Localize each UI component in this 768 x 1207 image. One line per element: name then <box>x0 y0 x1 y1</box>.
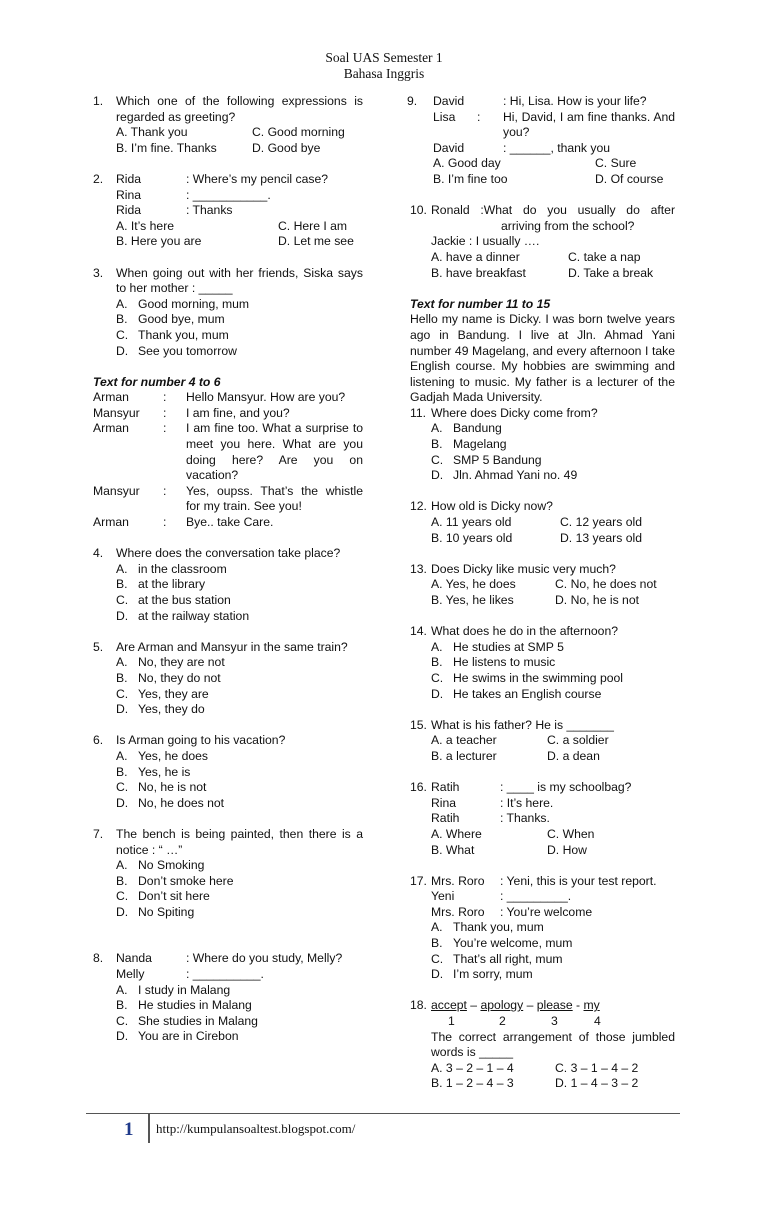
option-c: C. 3 – 1 – 4 – 2 <box>555 1060 639 1075</box>
option-c: No, he is not <box>138 780 207 795</box>
question-text: The bench is being painted, then there is a notice : “ …” <box>116 826 363 857</box>
option-d: D. Let me see <box>278 234 354 249</box>
question-number: 1. <box>93 94 104 108</box>
dialog-text <box>93 390 363 530</box>
line: Hello Mansyur. How are you? <box>186 390 346 405</box>
speaker: Rina <box>431 795 457 810</box>
speaker: Ratih <box>431 811 460 826</box>
word-3: please <box>536 998 573 1013</box>
option-d: See you tomorrow <box>138 343 237 358</box>
speaker: David <box>433 140 465 155</box>
option-b: B. have breakfast <box>431 265 526 280</box>
footer-url[interactable]: http://kumpulansoaltest.blogspot.com/ <box>156 1121 356 1136</box>
option-d: D. a dean <box>547 748 600 763</box>
option-a: No, they are not <box>138 655 225 670</box>
option-c: C. 12 years old <box>560 515 642 530</box>
word-2: apology <box>480 998 524 1013</box>
option-a: A. 3 – 2 – 1 – 4 <box>431 1060 514 1075</box>
page-header <box>0 50 768 82</box>
option-d: D. Take a break <box>568 265 654 280</box>
question-15 <box>410 718 675 765</box>
option-b: No, they do not <box>138 670 221 685</box>
speaker: Arman <box>93 390 129 405</box>
option-a: A. Yes, he does <box>431 577 516 592</box>
footer-separator <box>148 1113 150 1143</box>
option-c: C. a soldier <box>547 733 609 748</box>
option-letter: D. <box>431 468 444 483</box>
option-d: D. Good bye <box>252 140 321 155</box>
option-letter: D. <box>116 795 129 810</box>
option-d: D. Of course <box>595 171 664 186</box>
option-letter: C. <box>116 593 129 607</box>
option-letter: B. <box>431 655 443 670</box>
colon: : <box>163 421 167 436</box>
option-c: Don’t sit here <box>138 889 210 904</box>
option-b: B. 1 – 2 – 4 – 3 <box>431 1076 514 1091</box>
option-d: D. How <box>547 842 587 857</box>
option-letter: C. <box>116 686 129 701</box>
option-b: B. 10 years old <box>431 530 513 545</box>
option-letter: D. <box>116 608 129 623</box>
footer-divider <box>86 1113 680 1114</box>
line: : __________. <box>186 967 264 982</box>
question-text: How old is Dicky now? <box>431 499 553 514</box>
line: Bye.. take Care. <box>186 515 274 530</box>
speaker: Nanda <box>116 951 152 966</box>
question-5 <box>93 640 363 718</box>
option-letter: A. <box>431 639 443 654</box>
header-title: Soal UAS Semester 1 <box>325 50 443 65</box>
option-d: No Spiting <box>138 904 195 919</box>
option-d: Jln. Ahmad Yani no. 49 <box>453 468 578 483</box>
number-1: 1 <box>448 1014 455 1029</box>
line: : ___________. <box>186 187 271 202</box>
number-3: 3 <box>551 1014 558 1029</box>
option-letter: B. <box>116 998 128 1013</box>
option-a: Bandung <box>453 421 502 436</box>
option-c: C. Sure <box>595 156 637 171</box>
option-c: at the bus station <box>138 593 231 607</box>
option-d: D. 13 years old <box>560 530 642 545</box>
speaker: David <box>433 94 465 108</box>
question-6 <box>93 733 363 811</box>
question-17 <box>410 874 675 983</box>
option-letter: D. <box>431 686 444 701</box>
section-heading: Text for number 11 to 15 <box>410 296 551 311</box>
line: : Hi, Lisa. How is your life? <box>503 94 647 108</box>
option-c: Thank you, mum <box>138 327 229 342</box>
option-b: He listens to music <box>453 655 556 670</box>
speaker: Mansyur <box>93 483 140 498</box>
question-2 <box>93 172 363 250</box>
question-number: 13. <box>410 561 427 576</box>
question-number: 8. <box>93 951 104 966</box>
question-11 <box>410 406 675 484</box>
option-letter: B. <box>116 312 128 327</box>
option-a: A. 11 years old <box>431 515 512 530</box>
question-text: Where does Dicky come from? <box>431 405 598 420</box>
option-b: Good bye, mum <box>138 312 225 327</box>
colon: : <box>477 109 481 124</box>
line: : Thanks. <box>500 811 550 826</box>
question-number: 6. <box>93 733 104 748</box>
speaker: Mrs. Roro <box>431 904 485 919</box>
question-text: When going out with her friends, Siska says to her mother : _____ <box>116 265 363 296</box>
option-letter: B. <box>116 764 128 779</box>
number-2: 2 <box>499 1014 506 1029</box>
question-7 <box>93 827 363 921</box>
separator: – <box>523 998 537 1013</box>
option-a: A. It’s here <box>116 218 175 233</box>
question-text: Ronald :What do you usually do after <box>431 203 675 218</box>
question-10 <box>410 203 675 281</box>
option-c: She studies in Malang <box>138 1013 258 1028</box>
question-text: Where does the conversation take place? <box>116 546 341 561</box>
question-4 <box>93 546 363 624</box>
option-letter: D. <box>116 343 129 358</box>
question-text: Are Arman and Mansyur in the same train? <box>116 639 348 654</box>
option-letter: C. <box>116 889 129 904</box>
separator: – <box>466 998 481 1013</box>
question-text-cont: arriving from the school? <box>501 218 635 233</box>
option-b: Don’t smoke here <box>138 873 234 888</box>
page-number: 1 <box>124 1119 134 1140</box>
question-text: Is Arman going to his vacation? <box>116 733 286 748</box>
option-letter: C. <box>116 780 129 795</box>
option-b: B. I’m fine too <box>433 171 508 186</box>
colon: : <box>163 515 167 530</box>
option-a: Good morning, mum <box>138 296 250 311</box>
line: : It’s here. <box>500 795 554 810</box>
option-b: B. Yes, he likes <box>431 593 514 607</box>
question-number: 18. <box>410 998 427 1013</box>
question-number: 14. <box>410 624 427 639</box>
question-number: 12. <box>410 499 427 514</box>
option-b: B. What <box>431 842 475 857</box>
question-text: Does Dicky like music very much? <box>431 561 616 576</box>
option-b: B. a lecturer <box>431 748 497 763</box>
question-number: 15. <box>410 717 427 732</box>
option-c: That’s all right, mum <box>453 951 563 966</box>
option-letter: A. <box>431 421 443 436</box>
question-number: 17. <box>410 873 427 888</box>
option-b: You’re welcome, mum <box>453 936 573 951</box>
option-a: He studies at SMP 5 <box>453 639 564 654</box>
option-letter: C. <box>431 951 444 966</box>
option-letter: C. <box>116 327 129 342</box>
option-a: A. have a dinner <box>431 249 520 264</box>
line: : _________. <box>500 889 572 904</box>
colon: : <box>163 405 167 420</box>
line: : Where’s my pencil case? <box>186 171 329 186</box>
option-d: Yes, they do <box>138 702 205 717</box>
option-a: A. Where <box>431 826 482 841</box>
speaker: Arman <box>93 421 129 436</box>
option-a: A. a teacher <box>431 733 497 748</box>
question-number: 4. <box>93 546 104 561</box>
left-column <box>93 94 363 1061</box>
line: : Thanks <box>186 203 233 218</box>
number-4: 4 <box>594 1014 601 1029</box>
speaker: Mansyur <box>93 405 140 420</box>
option-d: No, he does not <box>138 795 225 810</box>
option-a: I study in Malang <box>138 982 231 997</box>
option-letter: A. <box>116 748 128 763</box>
line: : ____ is my schoolbag? <box>500 780 632 795</box>
question-18 <box>410 998 675 1092</box>
option-a: No Smoking <box>138 858 205 873</box>
option-b: He studies in Malang <box>138 998 252 1013</box>
line: : Yeni, this is your test report. <box>500 873 657 888</box>
speaker: Rida <box>116 203 142 218</box>
option-letter: C. <box>431 670 444 685</box>
question-number: 16. <box>410 780 427 795</box>
option-a: in the classroom <box>138 561 227 576</box>
speaker: Rida <box>116 171 142 186</box>
word-4: my <box>583 998 600 1013</box>
speaker: Arman <box>93 515 129 530</box>
option-letter: B. <box>116 873 128 888</box>
question-1 <box>93 94 363 156</box>
question-number: 11. <box>410 405 427 420</box>
option-letter: A. <box>431 920 443 935</box>
section-heading: Text for number 4 to 6 <box>93 374 221 389</box>
option-a: Yes, he does <box>138 748 209 763</box>
option-d: D. 1 – 4 – 3 – 2 <box>555 1076 639 1091</box>
question-text: What is his father? He is _______ <box>431 717 614 732</box>
jumbled-words <box>431 998 675 1014</box>
question-number: 9. <box>407 94 418 108</box>
question-number: 7. <box>93 826 104 841</box>
speaker: Yeni <box>431 889 455 904</box>
question-12 <box>410 499 675 546</box>
colon: : <box>163 390 167 405</box>
option-letter: B. <box>116 577 128 592</box>
option-letter: D. <box>431 967 444 982</box>
option-b: Yes, he is <box>138 764 191 779</box>
line: I am fine too. What a surprise to meet you here. What are you doing here? Are you on vacation? <box>186 421 363 483</box>
option-d: at the railway station <box>138 608 250 623</box>
question-9 <box>407 94 675 188</box>
line: Yes, oupss. That’s the whistle for my train. See you! <box>186 483 363 514</box>
speaker: Mrs. Roro <box>431 873 485 888</box>
option-letter: A. <box>116 655 128 670</box>
dialog-line: Jackie : I usually …. <box>431 234 540 249</box>
question-text: What does he do in the afternoon? <box>431 624 619 639</box>
speaker: Melly <box>116 967 145 982</box>
word-numbers <box>431 1014 675 1030</box>
speaker: Lisa <box>433 109 456 124</box>
reading-passage: Hello my name is Dicky. I was born twelve years ago in Bandung. I live at Jln. Ahmad Yani number 49 Magelang, and every afternoon I take English course. My hobbies are swimming and listening to music. My father is a lecturer of the Gadjah Mada University. <box>410 312 675 405</box>
option-b: B. Here you are <box>116 234 202 249</box>
question-number: 10. <box>410 203 427 218</box>
option-c: C. No, he does not <box>555 577 657 592</box>
word-1: accept <box>431 998 467 1013</box>
option-c: C. Here I am <box>278 218 348 233</box>
option-a: Thank you, mum <box>453 920 544 935</box>
option-c: C. take a nap <box>568 249 641 264</box>
option-letter: D. <box>116 1029 129 1044</box>
option-letter: A. <box>116 296 128 311</box>
option-c: Yes, they are <box>138 686 209 701</box>
option-c: C. When <box>547 826 595 841</box>
line: I am fine, and you? <box>186 405 290 420</box>
option-letter: D. <box>116 904 129 919</box>
line: : ______, thank you <box>503 140 611 155</box>
option-c: He swims in the swimming pool <box>453 670 624 685</box>
colon: : <box>163 483 167 498</box>
option-letter: A. <box>116 858 128 873</box>
question-number: 3. <box>93 265 104 280</box>
option-letter: A. <box>116 982 128 997</box>
option-letter: A. <box>116 561 128 576</box>
question-13 <box>410 562 675 609</box>
option-a: A. Thank you <box>116 125 188 140</box>
option-b: Magelang <box>453 437 507 452</box>
option-letter: B. <box>431 936 443 951</box>
speaker: Ratih <box>431 780 460 795</box>
option-c: SMP 5 Bandung <box>453 452 542 467</box>
right-column <box>407 94 675 1108</box>
separator: - <box>572 998 584 1013</box>
option-letter: C. <box>431 452 444 467</box>
option-b: at the library <box>138 577 206 592</box>
option-d: D. No, he is not <box>555 593 639 607</box>
line: : Where do you study, Melly? <box>186 951 343 966</box>
line: Hi, David, I am fine thanks. And you? <box>503 109 675 140</box>
option-d: I’m sorry, mum <box>453 967 533 982</box>
line: : You’re welcome <box>500 904 593 919</box>
question-16 <box>410 780 675 858</box>
question-8 <box>93 951 363 1045</box>
question-3 <box>93 266 363 360</box>
option-letter: B. <box>431 437 443 452</box>
question-number: 2. <box>93 171 104 186</box>
header-subject: Bahasa Inggris <box>343 66 425 81</box>
option-b: B. I’m fine. Thanks <box>116 140 217 155</box>
option-c: C. Good morning <box>252 125 345 140</box>
option-d: He takes an English course <box>453 686 602 701</box>
question-14 <box>410 624 675 702</box>
option-letter: B. <box>116 670 128 685</box>
question-text: Which one of the following expressions is regarded as greeting? <box>116 94 363 124</box>
option-d: You are in Cirebon <box>138 1029 239 1044</box>
speaker: Rina <box>116 187 142 202</box>
question-text: The correct arrangement of those jumbled words is _____ <box>431 1029 675 1060</box>
option-letter: D. <box>116 702 129 717</box>
question-number: 5. <box>93 639 104 654</box>
option-letter: C. <box>116 1013 129 1028</box>
option-a: A. Good day <box>433 156 501 171</box>
